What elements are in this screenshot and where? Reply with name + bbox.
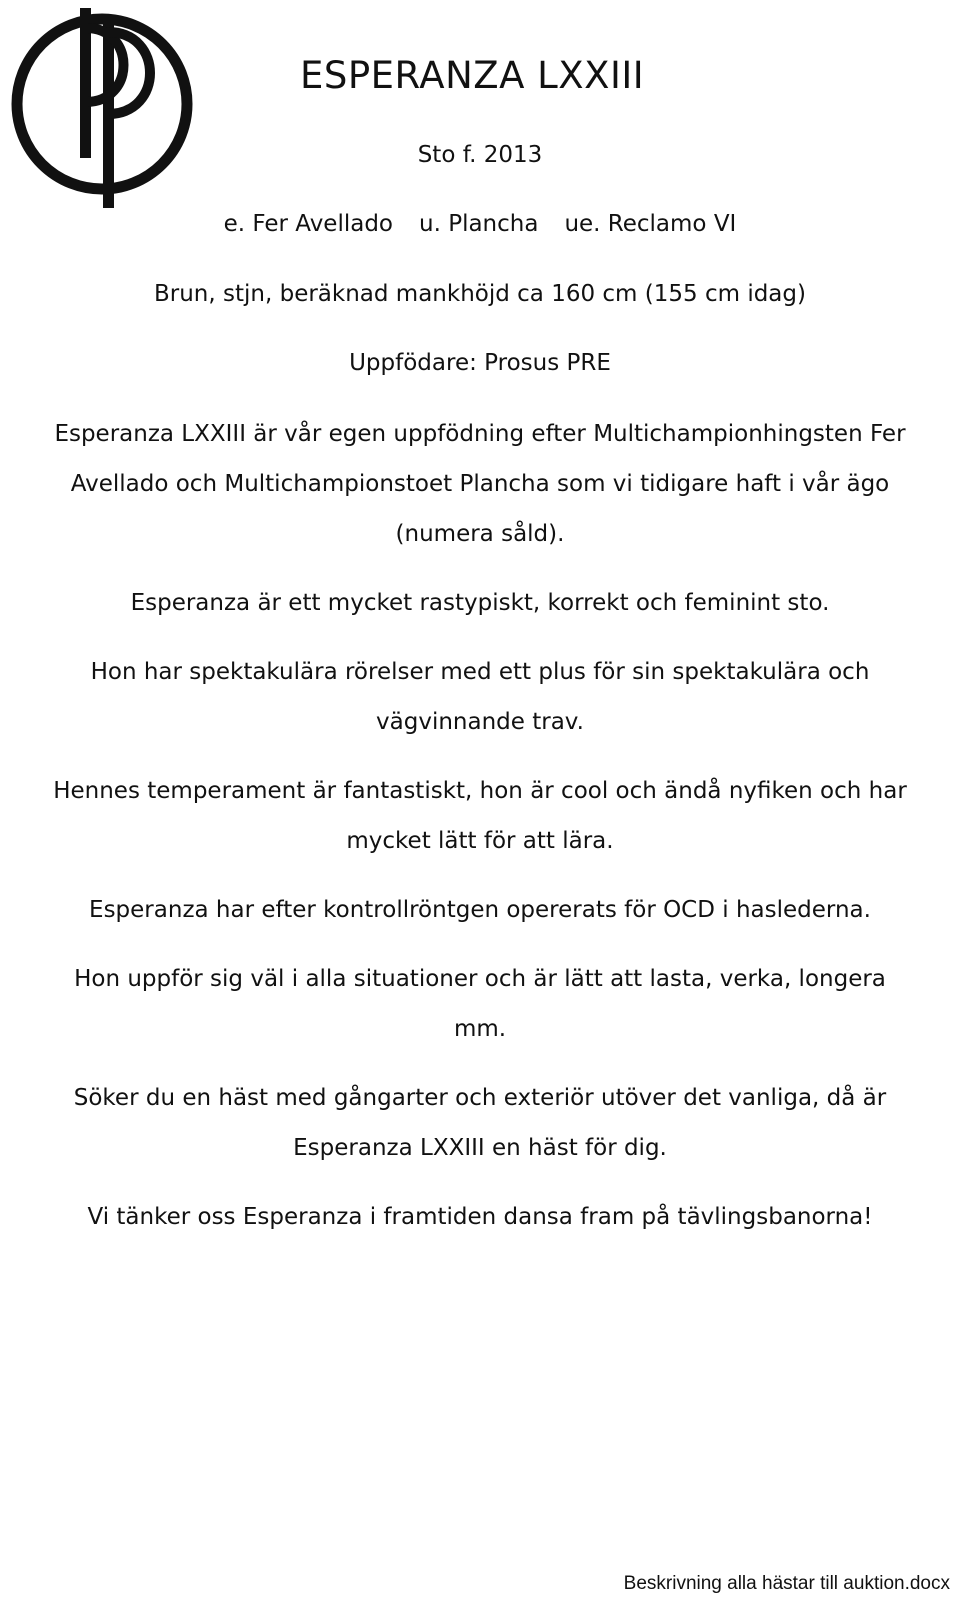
paragraph-line: Hon uppför sig väl i alla situationer och är lätt att lasta, verka, longera <box>74 966 886 992</box>
sex-and-birth-year: Sto f. 2013 <box>417 142 543 168</box>
dam: u. Plancha <box>419 211 539 237</box>
paragraph-handling <box>0 954 960 1054</box>
color-and-height: Brun, stjn, beräknad mankhöjd ca 160 cm (155 cm idag) <box>154 281 806 307</box>
paragraph-line: Söker du en häst med gångarter och exteriör utöver det vanliga, då är <box>73 1085 887 1111</box>
paragraph-breeding <box>0 409 960 559</box>
paragraph-line: Vi tänker oss Esperanza i framtiden dansa fram på tävlingsbanorna! <box>87 1204 873 1230</box>
paragraph-temperament <box>0 766 960 866</box>
pedigree-line <box>0 211 960 237</box>
horse-title: ESPERANZA LXXIII <box>300 54 645 97</box>
paragraph-line: Esperanza har efter kontrollröntgen opererats för OCD i haslederna. <box>89 897 871 923</box>
paragraph-line: mycket lätt för att lära. <box>346 828 614 854</box>
paragraph-line: Esperanza är ett mycket rastypiskt, korrekt och feminint sto. <box>130 590 830 616</box>
paragraph-line: vägvinnande trav. <box>376 709 584 735</box>
paragraph-line: (numera såld). <box>395 521 565 547</box>
paragraph-line: mm. <box>453 1016 507 1042</box>
paragraph-line: Hon har spektakulära rörelser med ett plus för sin spektakulära och <box>90 659 870 685</box>
paragraph-type <box>0 578 960 628</box>
paragraph-line: Esperanza LXXIII en häst för dig. <box>293 1135 667 1161</box>
paragraph-line: Hennes temperament är fantastiskt, hon är cool och ändå nyfiken och har <box>53 778 907 804</box>
paragraph-line: Avellado och Multichampionstoet Plancha som vi tidigare haft i vår ägo <box>70 471 890 497</box>
paragraph-future <box>0 1192 960 1242</box>
paragraph-health <box>0 885 960 935</box>
dam-sire: ue. Reclamo VI <box>564 211 737 237</box>
paragraph-pitch <box>0 1073 960 1173</box>
document-footer-filename: Beskrivning alla hästar till auktion.docx <box>623 1573 950 1594</box>
paragraph-line: Esperanza LXXIII är vår egen uppfödning efter Multichampionhingsten Fer <box>54 421 906 447</box>
paragraph-movement <box>0 647 960 747</box>
breeder: Uppfödare: Prosus PRE <box>349 350 611 376</box>
sire: e. Fer Avellado <box>223 211 393 237</box>
pp-monogram-logo <box>4 2 200 208</box>
